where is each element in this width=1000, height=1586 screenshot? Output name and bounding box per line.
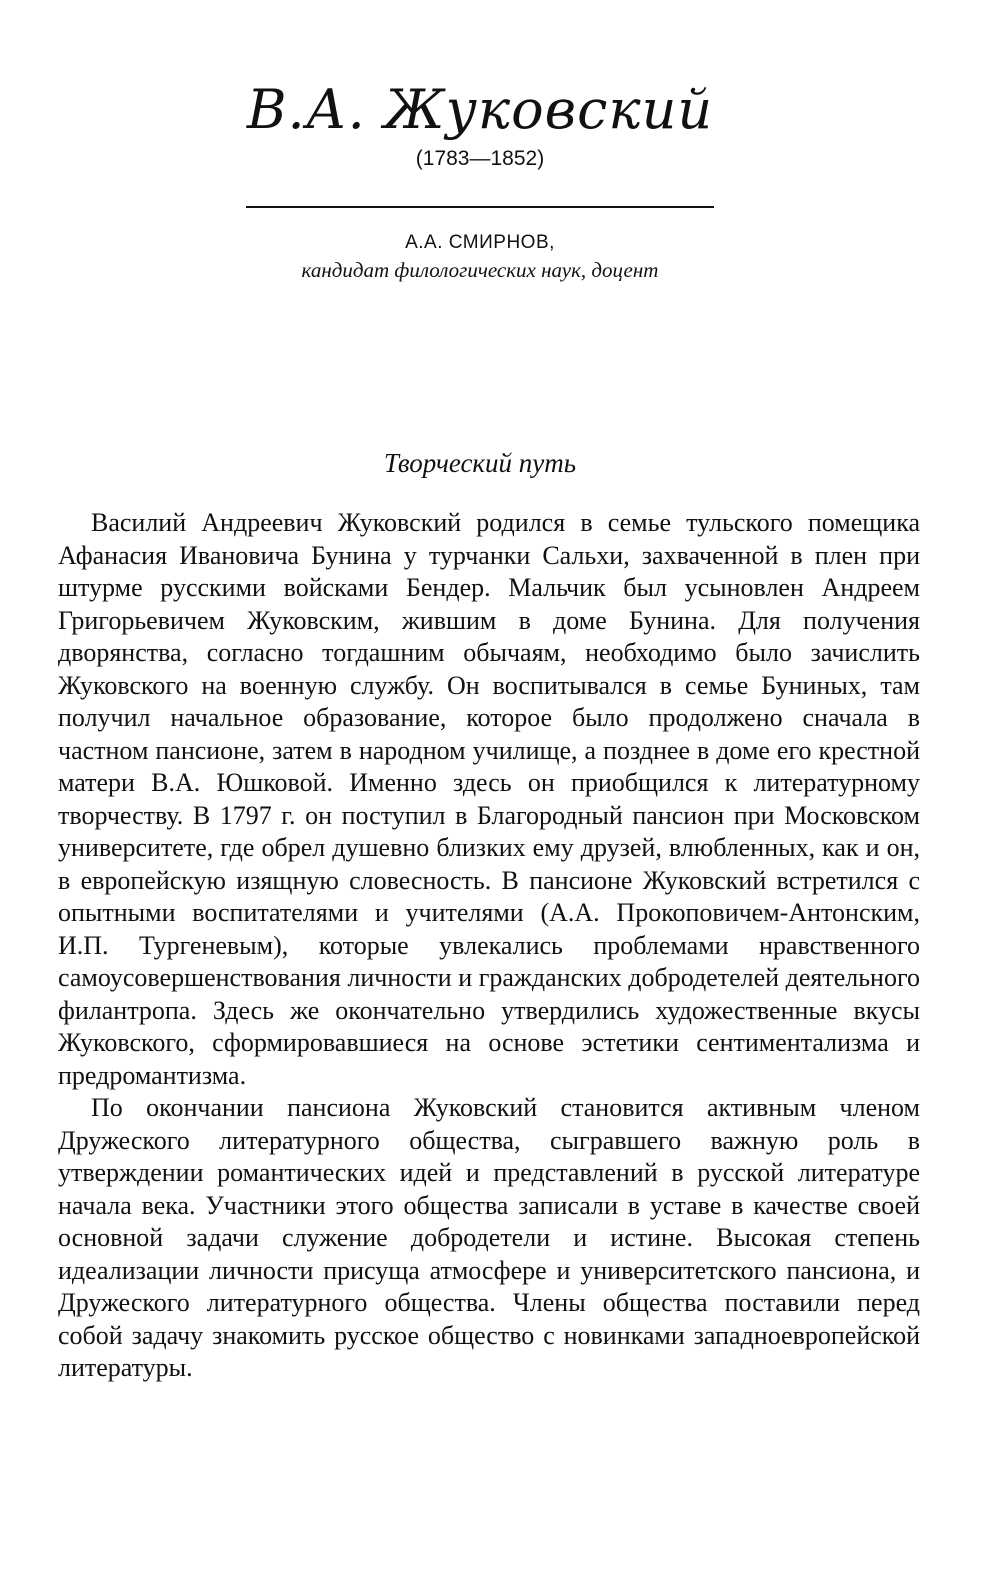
article-title: В.А. Жуковский — [246, 78, 714, 141]
paragraph-2: По окончании пансиона Жуковский становится активным членом Дружеского литературного общества, сыгравшего важную роль в утверждении романтических идей и представлений в русской литературе начала века. Участники этого общества записали в уставе в качестве своей основной задачи служение добродетели и истине. Высокая степень идеализации личности присуща атмосфере и университетского пансиона, и Дружеского литературного общества. Члены общества поставили перед собой задачу знакомить русское общество с новинками западноевропейской литературы. — [58, 1093, 920, 1382]
title-divider — [246, 206, 714, 208]
author-name: А.А. СМИРНОВ, — [405, 232, 555, 253]
section-heading: Творческий путь — [383, 448, 577, 478]
life-years: (1783—1852) — [415, 147, 545, 170]
article-body — [58, 507, 920, 1385]
paragraph-1: Василий Андреевич Жуковский родился в семье тульского помещика Афанасия Ивановича Бунина у турчанки Сальхи, захваченной в плен при штурме русскими войсками Бендер. Мальчик был усыновлен Андреем Григорьевичем Жуковским, жившим в доме Бунина. Для получения дворянства, согласно тогдашним обычаям, необходимо было зачислить Жуковского на военную службу. Он воспитывался в семье Буниных, там получил начальное образование, которое было продолжено сначала в частном пансионе, затем в народном училище, а позднее в доме его крестной матери В.А. Юшковой. Именно здесь он приобщился к литературному творчеству. В 1797 г. он поступил в Благородный пансион при Московском университете, где обрел душевно близких ему друзей, влюбленных, как и он, в европейскую изящную словесность. В пансионе Жуковский встретился с опытными воспитателями и учителями (А.А. Прокоповичем-Антонским, И.П. Тургеневым), которые увлекались проблемами нравственного самоусовершенствования личности и гражданских добродетелей деятельного филантропа. Здесь же окончательно утвердились художественные вкусы Жуковского, сформировавшиеся на основе эстетики сентиментализма и предромантизма. — [58, 508, 920, 1090]
author-degree: кандидат филологических наук, доцент — [301, 258, 659, 282]
